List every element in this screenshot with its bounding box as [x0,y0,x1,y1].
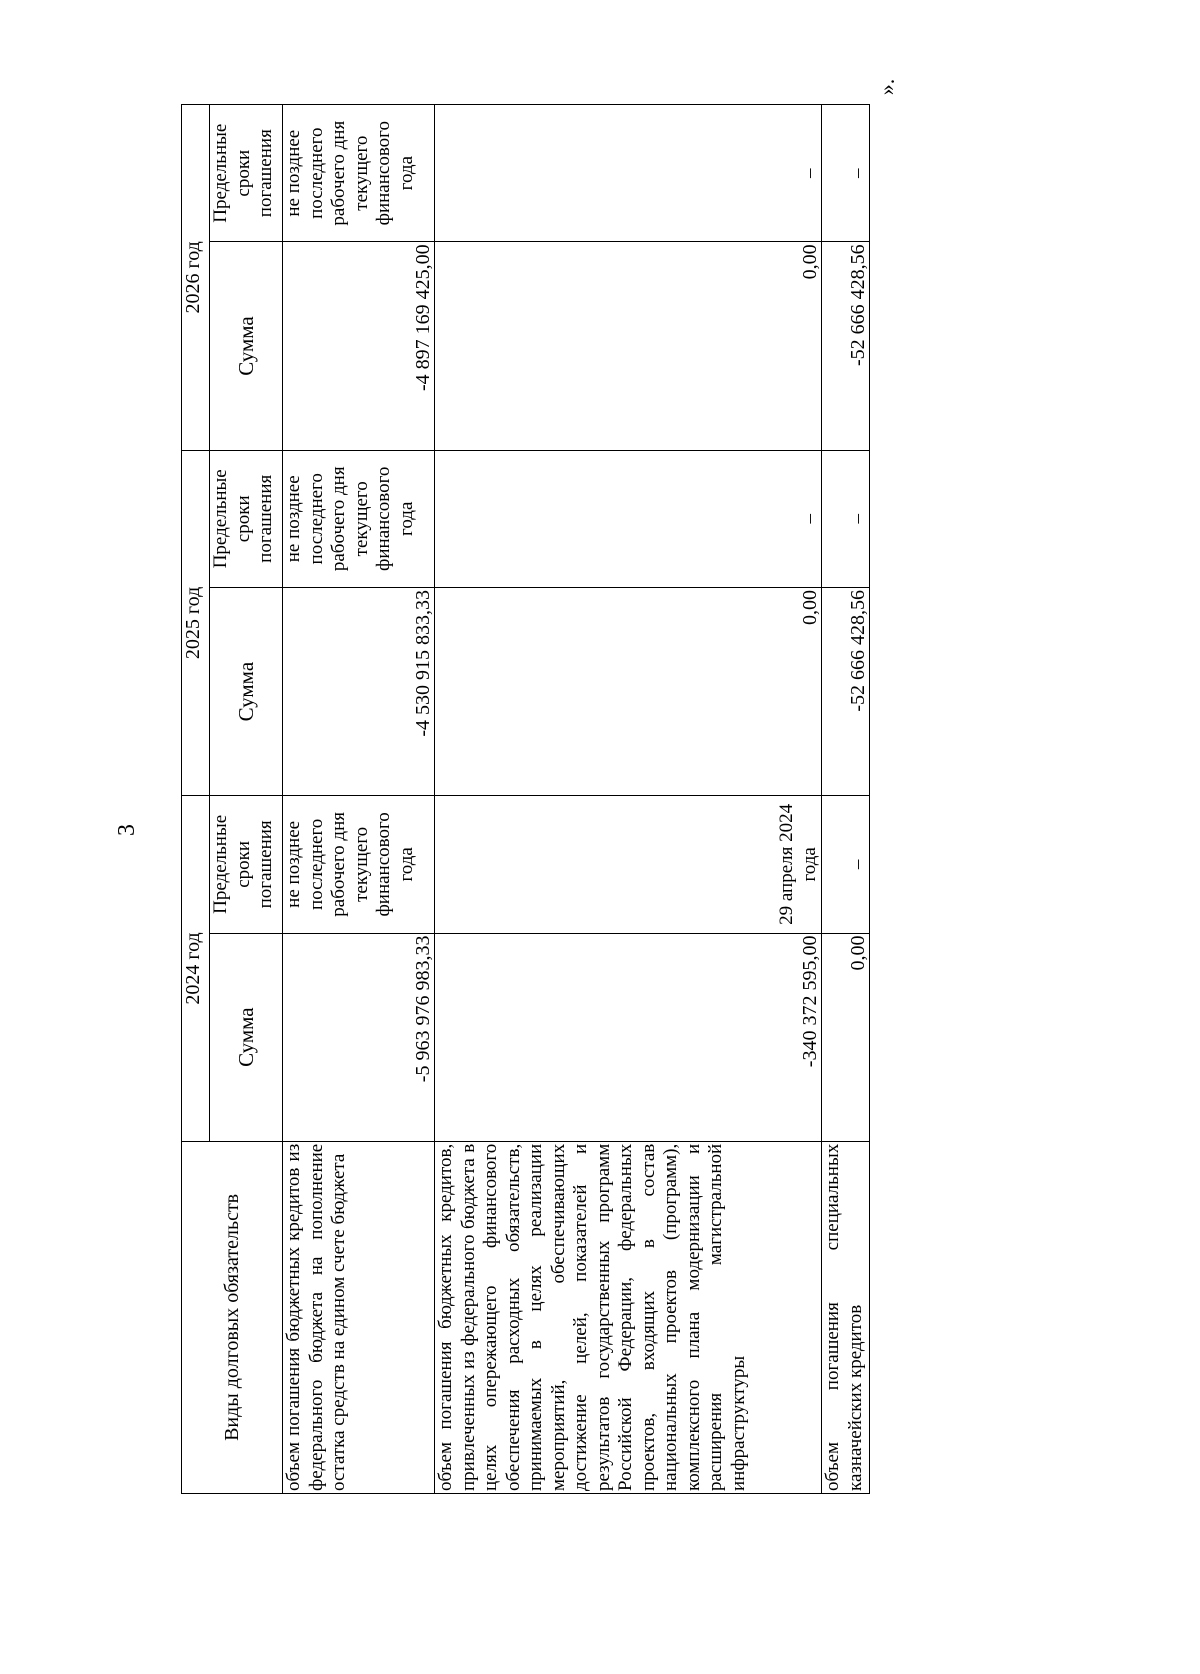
sum-2025: 0,00 [435,587,822,795]
term-2024: – [822,796,870,933]
header-sum-2024: Сумма [210,933,283,1141]
page-number: 3 [114,824,140,836]
row-description: объем погашения специальных казначейских кредитов [822,1141,870,1493]
header-term-2024: Предельные сроки погашения [210,796,283,933]
sum-2024: 0,00 [822,933,870,1141]
header-year-2026: 2026 год [182,105,210,451]
term-2026: – [822,105,870,242]
header-year-2025: 2025 год [182,450,210,796]
sum-2025: -52 666 428,56 [822,587,870,795]
row-description: объем погашения бюджетных кредитов из федерального бюджета на пополнение остатка средств на едином счете бюджета [283,1141,435,1493]
header-year-2024: 2024 год [182,796,210,1142]
term-2025: не позднее последнего рабочего дня текущего финансового года [283,450,435,587]
closing-quote-mark: ». [874,78,899,96]
term-2026: не позднее последнего рабочего дня текущего финансового года [283,105,435,242]
term-2025: – [822,450,870,587]
header-term-2025: Предельные сроки погашения [210,450,283,587]
term-2026: – [435,105,822,242]
header-sum-2026: Сумма [210,242,283,450]
sum-2025: -4 530 915 833,33 [283,587,435,795]
sum-2026: 0,00 [435,242,822,450]
rotated-table-container [181,104,901,1494]
term-2025: – [435,450,822,587]
term-2024: 29 апреля 2024 года [435,796,822,933]
sum-2024: -5 963 976 983,33 [283,933,435,1141]
table-row [435,105,822,1494]
header-debt-types: Виды долговых обязательств [182,1141,283,1493]
term-2024: не позднее последнего рабочего дня текущего финансового года [283,796,435,933]
header-sum-2025: Сумма [210,587,283,795]
sum-2024: -340 372 595,00 [435,933,822,1141]
debt-obligations-table [181,104,870,1494]
sum-2026: -52 666 428,56 [822,242,870,450]
header-row-years [182,105,210,1494]
header-term-2026: Предельные сроки погашения [210,105,283,242]
table-row [283,105,435,1494]
table-row [822,105,870,1494]
sum-2026: -4 897 169 425,00 [283,242,435,450]
row-description: объем погашения бюджетных кредитов, привлеченных из федерального бюджета в целях опережающего финансового обеспечения расходных обязательств, принимаемых в целях реализации мероприятий, обеспечивающих достижение целей, показателей и результатов государственных программ Российской Федерации, федеральных проектов, входящих в состав национальных проектов (программ), комплексного плана модернизации и расширения магистральной инфраструктуры [435,1141,822,1493]
